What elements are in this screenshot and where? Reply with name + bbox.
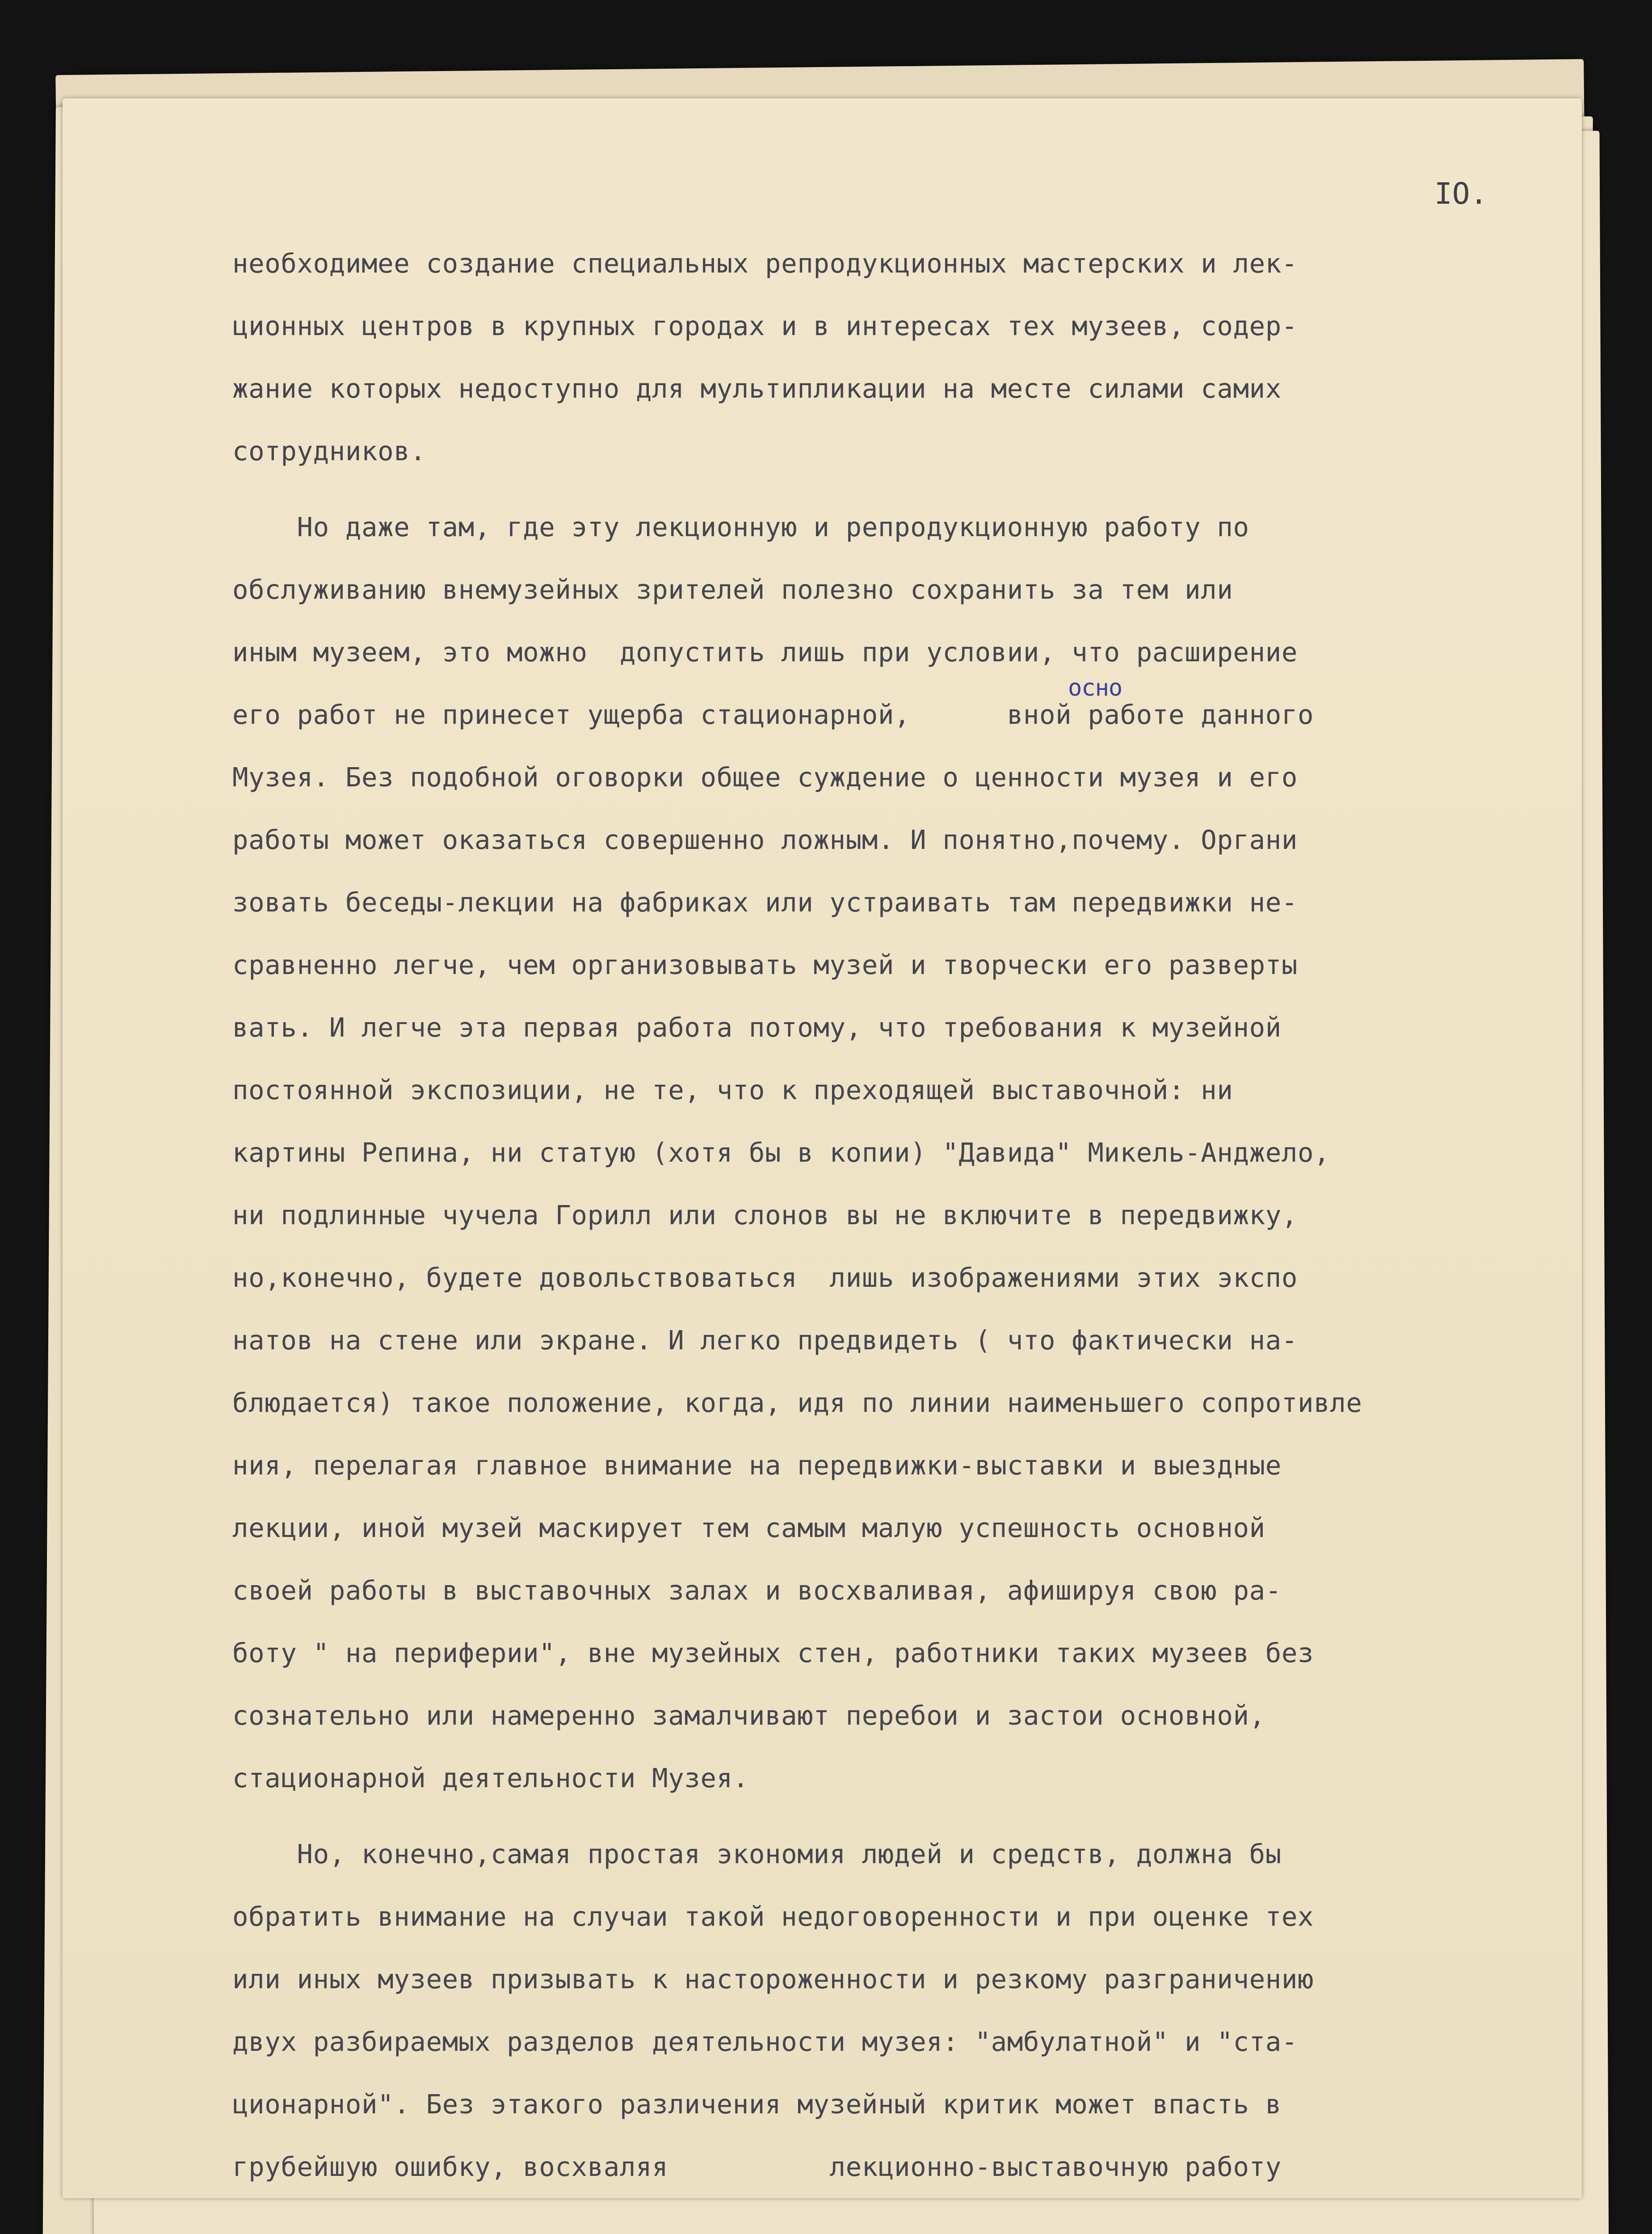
text-line: Музея. Без подобной оговорки общее суждение о ценности музея и его bbox=[232, 762, 1298, 793]
text-line: но,конечно, будете довольствоваться лишь изображениями этих экспо bbox=[232, 1262, 1298, 1293]
text-line: Но даже там, где эту лекционную и репродукционную работу по bbox=[232, 512, 1249, 542]
text-line: своей работы в выставочных залах и восхваливая, афишируя свою ра- bbox=[232, 1575, 1282, 1606]
text-line: вать. И легче эта первая работа потому, что требования к музейной bbox=[232, 1012, 1282, 1043]
text-line: иным музеем, это можно допустить лишь при условии, что расширение bbox=[232, 637, 1298, 668]
text-line: обслуживанию внемузейных зрителей полезно сохранить за тем или bbox=[232, 574, 1233, 605]
text-line: сознательно или намеренно замалчивают перебои и застои основной, bbox=[232, 1700, 1265, 1731]
text-line: обратить внимание на случаи такой недоговоренности и при оценке тех bbox=[232, 1901, 1314, 1932]
text-line: ния, перелагая главное внимание на передвижки-выставки и выездные bbox=[232, 1450, 1282, 1481]
text-line: блюдается) такое положение, когда, идя по линии наименьшего сопротивле bbox=[232, 1387, 1362, 1418]
paragraph bbox=[232, 496, 1573, 1810]
text-line: боту " на периферии", вне музейных стен, работники таких музеев без bbox=[232, 1638, 1314, 1668]
text-line: лекции, иной музей маскирует тем самым малую успешность основной bbox=[232, 1512, 1265, 1543]
text-line: сотрудников. bbox=[232, 436, 426, 466]
paragraph bbox=[232, 1823, 1573, 2198]
text-line: грубейшую ошибку, восхваляя лекционно-выставочную работу bbox=[232, 2151, 1282, 2182]
text-line: его работ не принесет ущерба стационарной, вной работе данного bbox=[232, 699, 1314, 730]
text-line: или иных музеев призывать к настороженности и резкому разграничению bbox=[232, 1964, 1314, 1995]
text-line: работы может оказаться совершенно ложным. И понятно,почему. Органи bbox=[232, 824, 1298, 855]
text-line: зовать беседы-лекции на фабриках или устраивать там передвижки не- bbox=[232, 887, 1298, 918]
text-line: ни подлинные чучела Горилл или слонов вы не включите в передвижку, bbox=[232, 1200, 1298, 1230]
paragraph bbox=[232, 232, 1573, 483]
page-number: IO. bbox=[1434, 176, 1488, 211]
text-line: необходимее создание специальных репродукционных мастерских и лек- bbox=[232, 248, 1298, 279]
typewritten-text bbox=[232, 232, 1573, 2198]
text-line: Но, конечно,самая простая экономия людей и средств, должна бы bbox=[232, 1839, 1282, 1869]
text-line: картины Репина, ни статую (хотя бы в копии) "Давида" Микель-Анджело, bbox=[232, 1137, 1330, 1168]
text-line: сравненно легче, чем организовывать музей и творчески его разверты bbox=[232, 949, 1298, 980]
text-line: ционных центров в крупных городах и в интересах тех музеев, содер- bbox=[232, 311, 1298, 341]
text-line: постоянной экспозиции, не те, что к преходящей выставочной: ни bbox=[232, 1075, 1233, 1105]
text-line: натов на стене или экране. И легко предвидеть ( что фактически на- bbox=[232, 1325, 1298, 1356]
text-line: жание которых недоступно для мультипликации на месте силами самих bbox=[232, 373, 1282, 404]
text-line: двух разбираемых разделов деятельности музея: "амбулатной" и "ста- bbox=[232, 2026, 1298, 2057]
handwritten-insertion: осно bbox=[1068, 675, 1122, 701]
text-line: стационарной деятельности Музея. bbox=[232, 1763, 749, 1793]
text-line: ционарной". Без этакого различения музейный критик может впасть в bbox=[232, 2089, 1282, 2120]
